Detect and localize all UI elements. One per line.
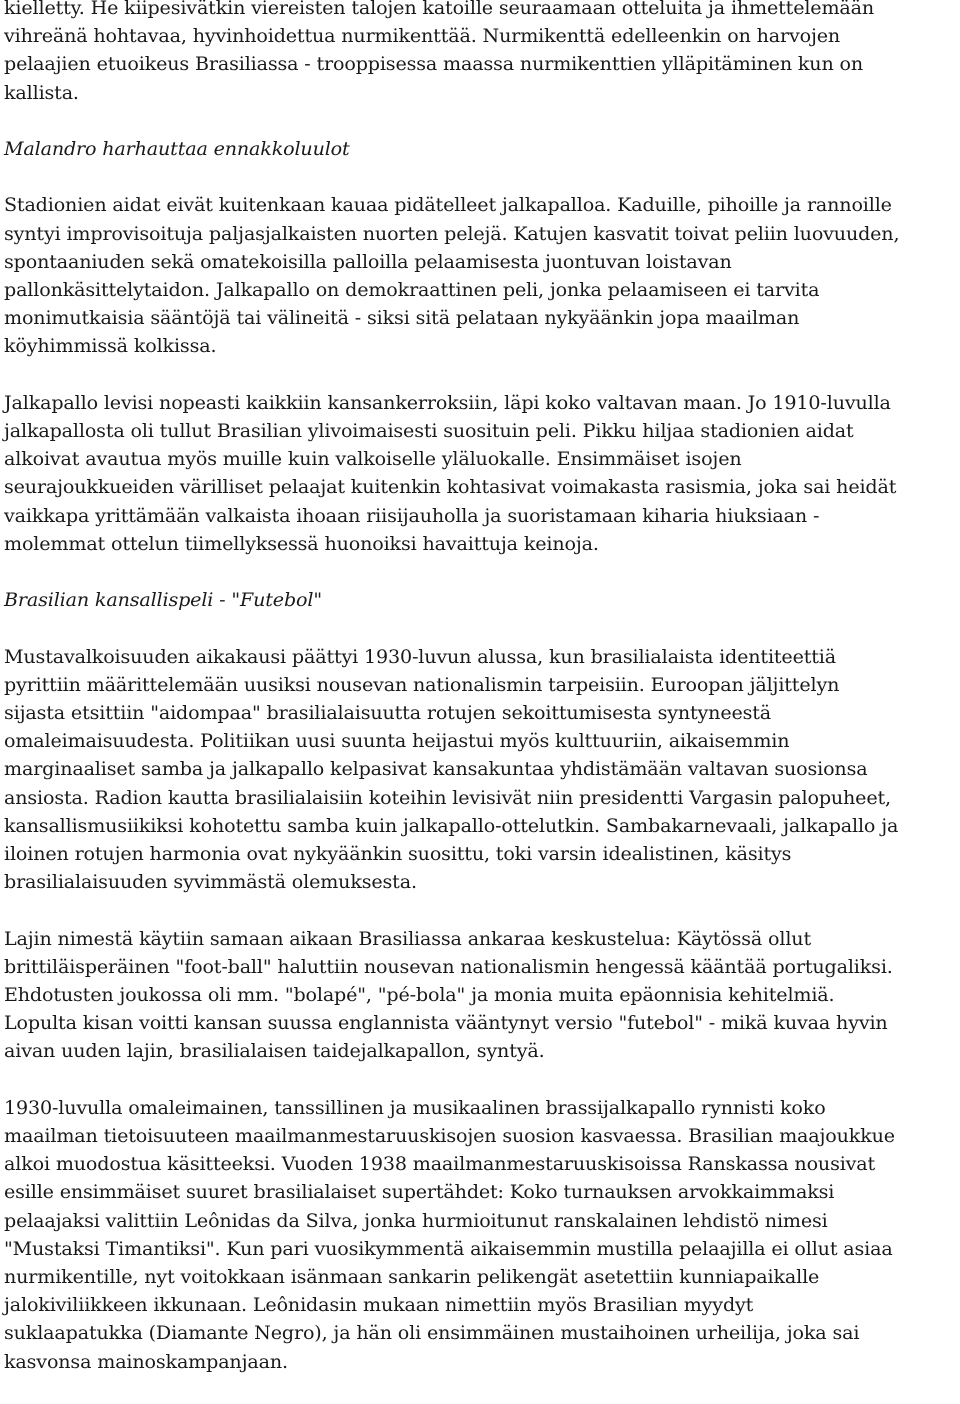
text-line: köyhimmissä kolkissa. (4, 334, 217, 358)
text-line: esille ensimmäiset suuret brasilialaiset supertähdet: Koko turnauksen arvokkaimmaksi (4, 1180, 835, 1204)
text-line: kansallismusiikiksi kohotettu samba kuin jalkapallo-ottelutkin. Sambakarnevaali, jalkapallo ja (4, 813, 899, 837)
text-line: alkoi muodostua käsitteeksi. Vuoden 1938 maailmanmestaruuskisoissa Ranskassa nousivat (4, 1152, 876, 1176)
text-line: nurmikentille, nyt voitokkaan isänmaan sankarin pelikengät asetettiin kunniapaikalle (4, 1265, 820, 1289)
text-line: Ehdotusten joukossa oli mm. "bolapé", "pé-bola" ja monia muita epäonnisia kehitelmiä. (4, 983, 835, 1007)
text-line: Lajin nimestä käytiin samaan aikaan Brasiliassa ankaraa keskustelua: Käytössä ollut (4, 926, 811, 950)
text-line: pallonkäsittelytaidon. Jalkapallo on demokraattinen peli, jonka pelaamiseen ei tarvita (4, 278, 820, 301)
text-line: alkoivat avautua myös muille kuin valkoiselle yläluokalle. Ensimmäiset isojen (4, 447, 742, 471)
text-line: pelaajien etuoikeus Brasiliassa - trooppisessa maassa nurmikenttien ylläpitäminen kun on (4, 52, 864, 76)
text-line: "Mustaksi Timantiksi". Kun pari vuosikymmentä aikaisemmin mustilla pelaajilla ei ollut asiaa (4, 1236, 893, 1260)
paragraph (4, 1094, 958, 1376)
text-line: pelaajaksi valittiin Leônidas da Silva, jonka hurmioitunut ranskalainen lehdistö nimesi (4, 1208, 828, 1232)
text-line: pyrittiin määrittelemään uusiksi nousevan nationalismin tarpeisiin. Euroopan jäljittelyn (4, 672, 840, 696)
text-line: vaikkapa yrittämään valkaista ihoaan riisijauholla ja suoristamaan kiharia hiuksiaan - (4, 503, 820, 527)
text-line: suklaapatukka (Diamante Negro), ja hän oli ensimmäinen mustaihoinen urheilija, joka sai (4, 1321, 860, 1345)
text-line: Jalkapallo levisi nopeasti kaikkiin kansankerroksiin, läpi koko valtavan maan. Jo 1910-luvulla (4, 390, 891, 414)
text-line: aivan uuden lajin, brasilialaisen taidejalkapallon, syntyä. (4, 1039, 545, 1063)
section-heading (4, 135, 958, 163)
paragraph (4, 191, 958, 360)
text-line: kielletty. He kiipesivätkin viereisten talojen katoille seuraamaan otteluita ja ihmettelemään (4, 0, 875, 19)
text-line: Lopulta kisan voitti kansan suussa englannista vääntynyt versio "futebol" - mikä kuvaa hyvin (4, 1011, 888, 1035)
heading-text: Malandro harhauttaa ennakkoluulot (4, 137, 350, 160)
paragraph (4, 0, 958, 107)
text-line: Stadionien aidat eivät kuitenkaan kauaa pidätelleet jalkapalloa. Kaduille, pihoille ja rannoille (4, 193, 892, 217)
text-line: jalkapallosta oli tullut Brasilian ylivoimaisesti suosituin peli. Pikku hiljaa stadionien aidat (4, 419, 854, 442)
text-line: brasilialaisuuden syvimmästä olemuksesta. (4, 870, 417, 894)
text-line: kallista. (4, 80, 79, 104)
text-line: monimutkaisia sääntöjä tai välineitä - siksi sitä pelataan nykyäänkin jopa maailman (4, 306, 800, 330)
text-line: marginaaliset samba ja jalkapallo kelpasivat kansakuntaa yhdistämään valtavan suosionsa (4, 757, 868, 781)
text-line: 1930-luvulla omaleimainen, tanssillinen ja musikaalinen brassijalkapallo rynnisti koko (4, 1095, 826, 1119)
heading-text: Brasilian kansallispeli - "Futebol" (4, 588, 322, 612)
paragraph (4, 925, 958, 1066)
text-line: seurajoukkueiden värilliset pelaajat kuitenkin kohtasivat voimakasta rasismia, joka sai heidät (4, 475, 897, 499)
text-line: ansiosta. Radion kautta brasilialaisiin koteihin levisivät niin presidentti Vargasin palopuheet, (4, 785, 891, 809)
text-line: brittiläisperäinen "foot-ball" haluttiin nousevan nationalismin hengessä kääntää portugaliksi. (4, 954, 893, 978)
paragraph (4, 389, 958, 558)
text-line: omaleimaisuudesta. Politiikan uusi suunta heijastui myös kulttuuriin, aikaisemmin (4, 729, 790, 753)
paragraph (4, 643, 958, 897)
text-line: spontaaniuden sekä omatekoisilla palloilla pelaamisesta juontuvan loistavan (4, 249, 732, 273)
document-page (4, 0, 958, 1404)
text-line: jalokiviliikkeen ikkunaan. Leônidasin mukaan nimettiin myös Brasilian myydyt (4, 1293, 754, 1317)
text-line: maailman tietoisuuteen maailmanmestaruuskisojen suosion kasvaessa. Brasilian maajoukkue (4, 1124, 895, 1148)
text-line: molemmat ottelun tiimellyksessä huonoiksi havaittuja keinoja. (4, 531, 599, 555)
text-line: syntyi improvisoituja paljasjalkaisten nuorten pelejä. Katujen kasvatit toivat peliin luovuuden, (4, 221, 900, 245)
text-line: sijasta etsittiin "aidompaa" brasilialaisuutta rotujen sekoittumisesta syntyneestä (4, 701, 772, 724)
text-line: vihreänä hohtavaa, hyvinhoidettua nurmikenttää. Nurmikenttä edelleenkin on harvojen (4, 24, 841, 48)
text-line: iloinen rotujen harmonia ovat nykyäänkin suosittu, toki varsin idealistinen, käsitys (4, 842, 792, 866)
section-heading (4, 586, 958, 614)
text-line: Mustavalkoisuuden aikakausi päättyi 1930-luvun alussa, kun brasilialaista identiteettiä (4, 644, 836, 668)
text-line: kasvonsa mainoskampanjaan. (4, 1349, 288, 1373)
